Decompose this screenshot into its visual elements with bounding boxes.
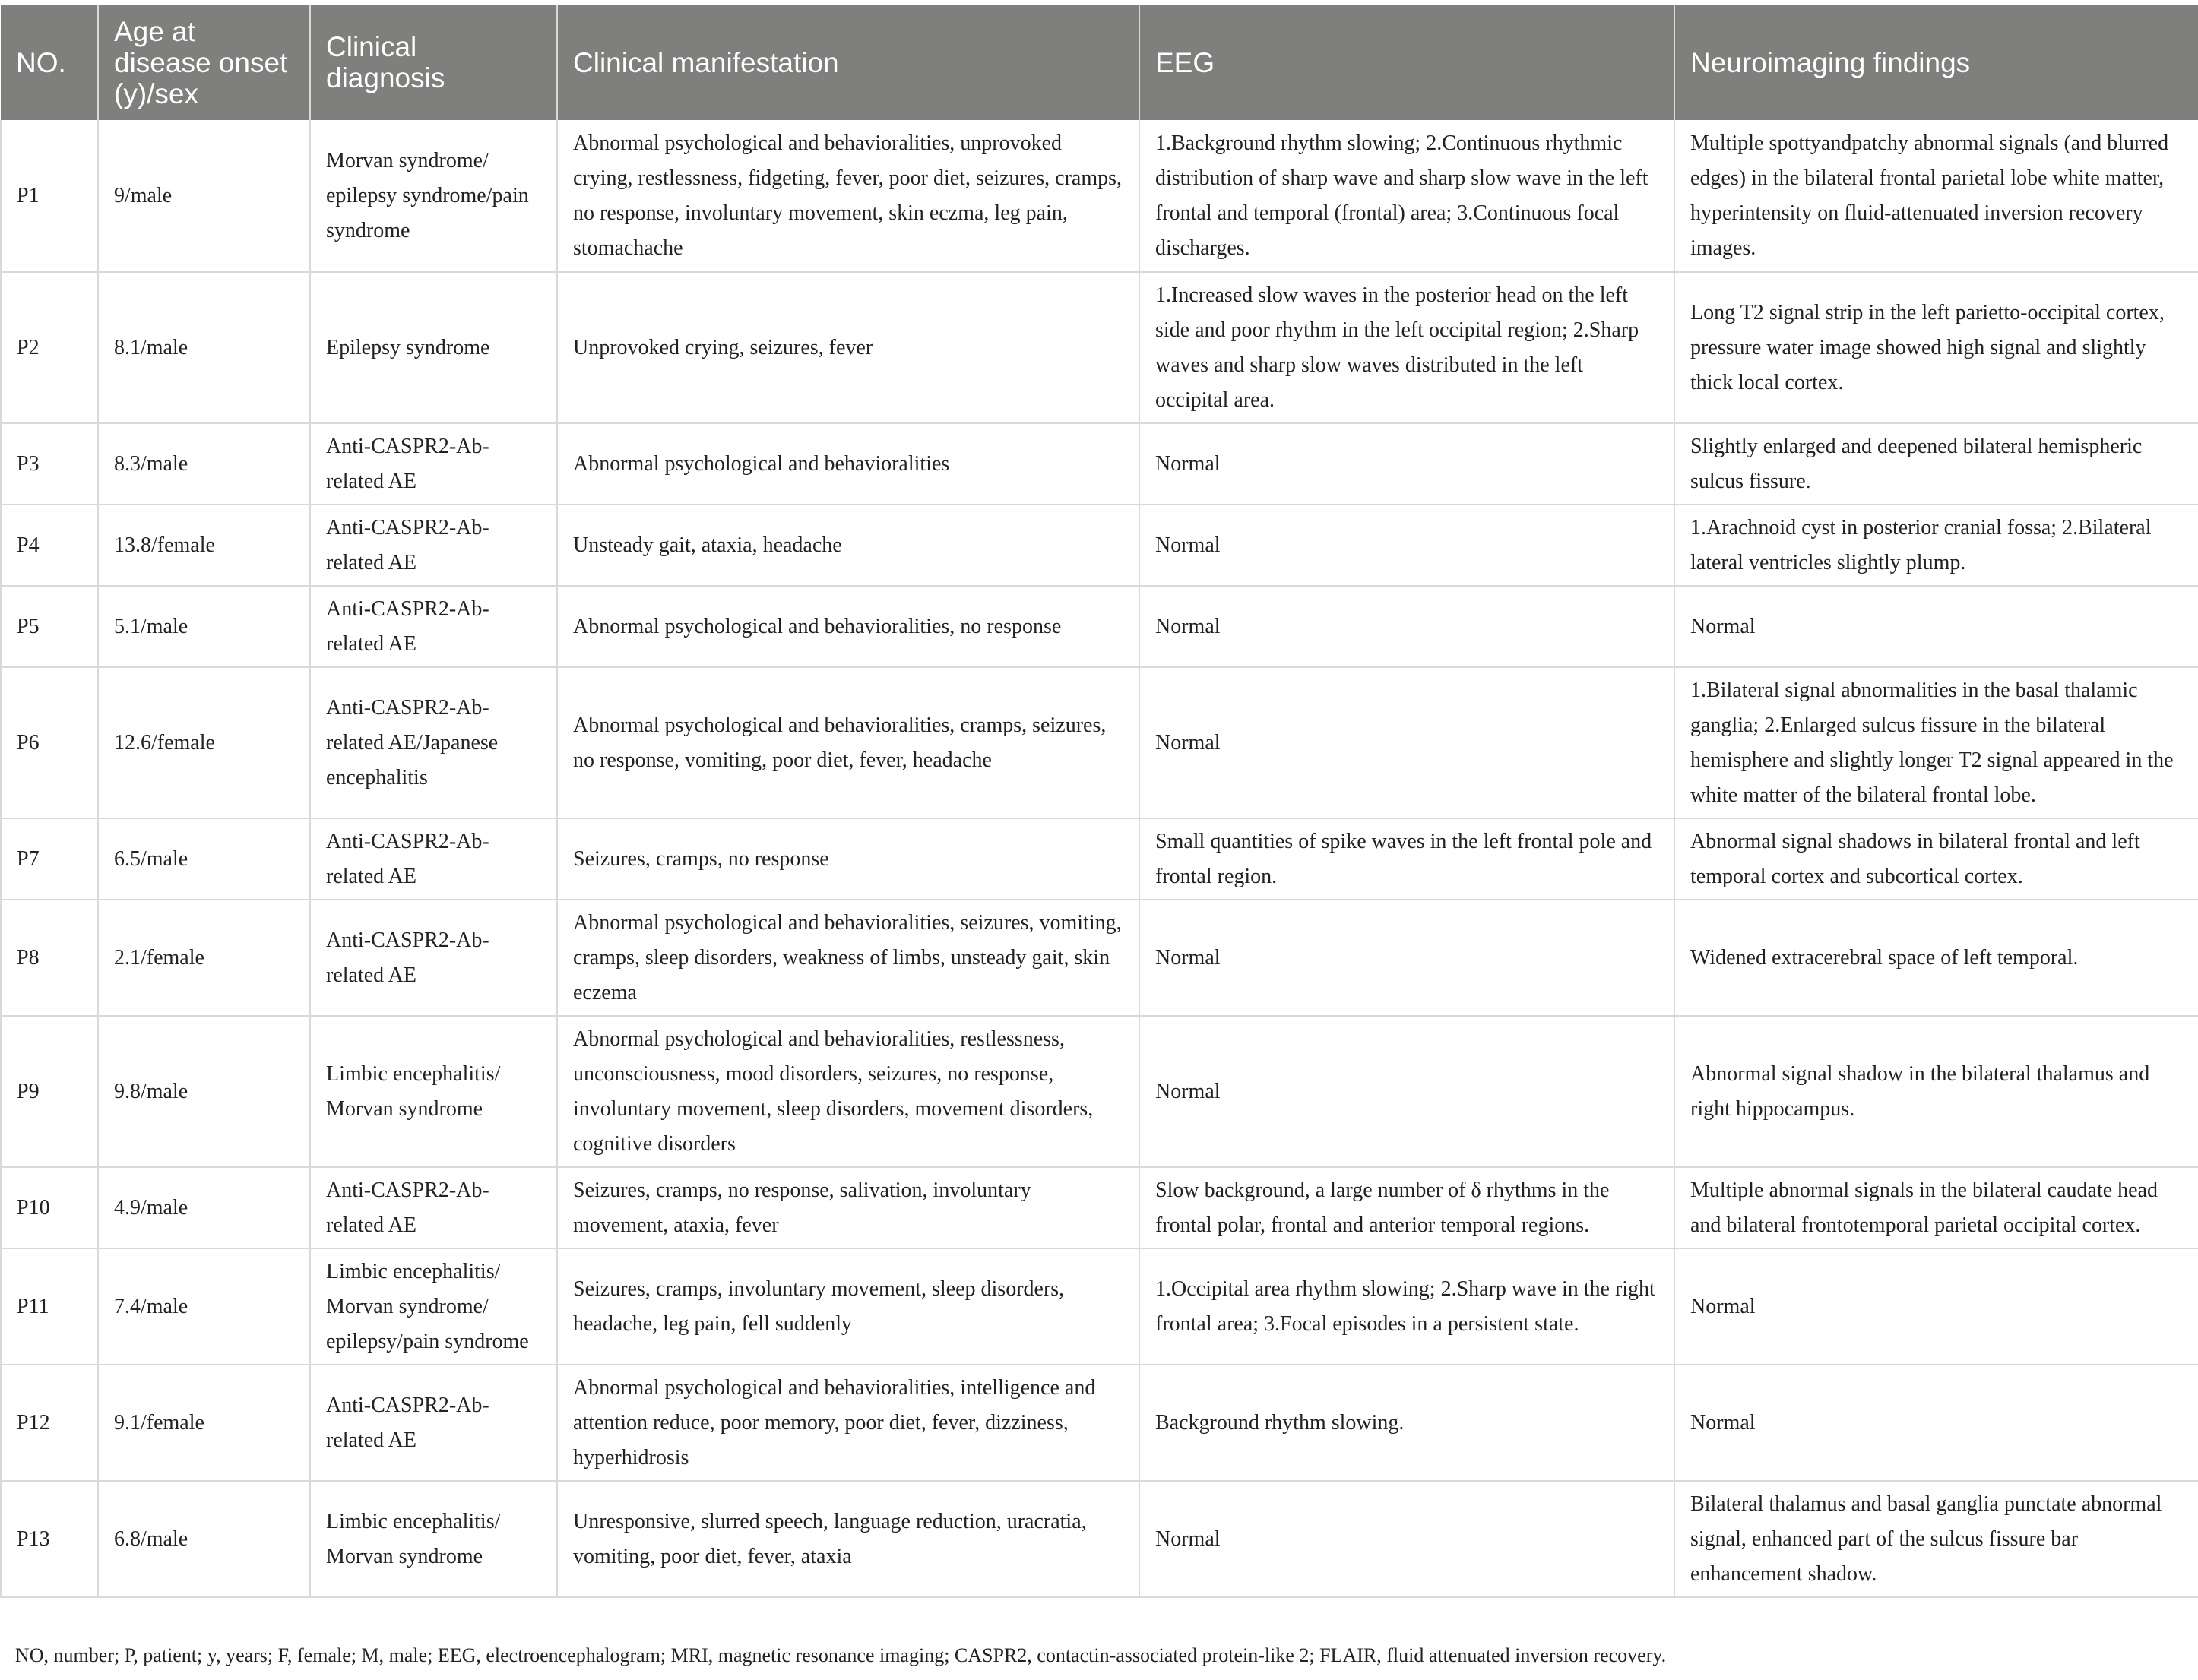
cell-eeg: Normal bbox=[1139, 1016, 1674, 1167]
cell-manifestation: Unprovoked crying, seizures, fever bbox=[557, 272, 1139, 423]
table-row bbox=[1, 423, 2198, 505]
cell-no: P2 bbox=[1, 272, 98, 423]
cell-neuroimaging: Normal bbox=[1674, 1248, 2198, 1365]
cell-neuroimaging: Abnormal signal shadow in the bilateral thalamus and right hippocampus. bbox=[1674, 1016, 2198, 1167]
cell-manifestation: Abnormal psychological and behavioralities, intelligence and attention reduce, poor memory, poor diet, fever, dizziness, hyperhidrosis bbox=[557, 1365, 1139, 1481]
table-body bbox=[1, 120, 2198, 1597]
cell-eeg: Normal bbox=[1139, 667, 1674, 818]
cell-no: P8 bbox=[1, 900, 98, 1016]
cell-no: P3 bbox=[1, 423, 98, 505]
cell-neuroimaging: Abnormal signal shadows in bilateral frontal and left temporal cortex and subcortical cortex. bbox=[1674, 818, 2198, 900]
cell-eeg: Normal bbox=[1139, 586, 1674, 667]
cell-age-sex: 4.9/male bbox=[98, 1167, 310, 1248]
table-row bbox=[1, 1365, 2198, 1481]
cell-age-sex: 12.6/female bbox=[98, 667, 310, 818]
cell-diagnosis: Anti-CASPR2-Ab-related AE bbox=[310, 818, 557, 900]
cell-diagnosis: Anti-CASPR2-Ab-related AE/Japanese encephalitis bbox=[310, 667, 557, 818]
cell-manifestation: Seizures, cramps, no response, salivation, involuntary movement, ataxia, fever bbox=[557, 1167, 1139, 1248]
cell-diagnosis: Epilepsy syndrome bbox=[310, 272, 557, 423]
table-container bbox=[0, 5, 2198, 1598]
cell-eeg: Background rhythm slowing. bbox=[1139, 1365, 1674, 1481]
cell-diagnosis: Anti-CASPR2-Ab-related AE bbox=[310, 1167, 557, 1248]
cell-neuroimaging: Slightly enlarged and deepened bilateral hemispheric sulcus fissure. bbox=[1674, 423, 2198, 505]
cell-manifestation: Abnormal psychological and behavioralities, no response bbox=[557, 586, 1139, 667]
cell-no: P5 bbox=[1, 586, 98, 667]
cell-no: P11 bbox=[1, 1248, 98, 1365]
cell-neuroimaging: 1.Arachnoid cyst in posterior cranial fossa; 2.Bilateral lateral ventricles slightly plump. bbox=[1674, 505, 2198, 586]
header-clinical-diagnosis: Clinical diagnosis bbox=[310, 5, 557, 120]
cell-neuroimaging: 1.Bilateral signal abnormalities in the basal thalamic ganglia; 2.Enlarged sulcus fissure in the bilateral hemisphere and slightly longer T2 signal appeared in the white matter of the bilateral frontal lobe. bbox=[1674, 667, 2198, 818]
table-row bbox=[1, 1016, 2198, 1167]
cell-no: P6 bbox=[1, 667, 98, 818]
cell-age-sex: 6.5/male bbox=[98, 818, 310, 900]
table-row bbox=[1, 1167, 2198, 1248]
header-neuroimaging: Neuroimaging findings bbox=[1674, 5, 2198, 120]
cell-eeg: 1.Background rhythm slowing; 2.Continuous rhythmic distribution of sharp wave and sharp slow wave in the left frontal and temporal (frontal) area; 3.Continuous focal discharges. bbox=[1139, 120, 1674, 272]
table-row bbox=[1, 1248, 2198, 1365]
cell-manifestation: Abnormal psychological and behavioralities, cramps, seizures, no response, vomiting, poor diet, fever, headache bbox=[557, 667, 1139, 818]
cell-age-sex: 9.1/female bbox=[98, 1365, 310, 1481]
header-age-sex: Age at disease onset (y)/sex bbox=[98, 5, 310, 120]
cell-eeg: 1.Occipital area rhythm slowing; 2.Sharp wave in the right frontal area; 3.Focal episodes in a persistent state. bbox=[1139, 1248, 1674, 1365]
cell-age-sex: 9/male bbox=[98, 120, 310, 272]
cell-no: P1 bbox=[1, 120, 98, 272]
cell-age-sex: 13.8/female bbox=[98, 505, 310, 586]
cell-manifestation: Abnormal psychological and behavioralities, restlessness, unconsciousness, mood disorders, seizures, no response, involuntary movement, sleep disorders, movement disorders, cognitive disorders bbox=[557, 1016, 1139, 1167]
cell-diagnosis: Limbic encephalitis/ Morvan syndrome bbox=[310, 1481, 557, 1597]
cell-age-sex: 6.8/male bbox=[98, 1481, 310, 1597]
cell-no: P10 bbox=[1, 1167, 98, 1248]
cell-age-sex: 5.1/male bbox=[98, 586, 310, 667]
cell-manifestation: Unresponsive, slurred speech, language reduction, uracratia, vomiting, poor diet, fever, ataxia bbox=[557, 1481, 1139, 1597]
cell-eeg: Normal bbox=[1139, 1481, 1674, 1597]
cell-eeg: Normal bbox=[1139, 900, 1674, 1016]
cell-no: P9 bbox=[1, 1016, 98, 1167]
table-row bbox=[1, 505, 2198, 586]
cell-manifestation: Abnormal psychological and behavioralities, unprovoked crying, restlessness, fidgeting, fever, poor diet, seizures, cramps, no response, involuntary movement, skin eczma, leg pain, stomachache bbox=[557, 120, 1139, 272]
table-row bbox=[1, 120, 2198, 272]
cell-eeg: Normal bbox=[1139, 505, 1674, 586]
table-header bbox=[1, 5, 2198, 120]
cell-diagnosis: Anti-CASPR2-Ab-related AE bbox=[310, 505, 557, 586]
cell-no: P13 bbox=[1, 1481, 98, 1597]
cell-neuroimaging: Multiple abnormal signals in the bilateral caudate head and bilateral frontotemporal parietal occipital cortex. bbox=[1674, 1167, 2198, 1248]
table-row bbox=[1, 272, 2198, 423]
cell-no: P7 bbox=[1, 818, 98, 900]
patient-table bbox=[0, 5, 2198, 1598]
cell-neuroimaging: Multiple spottyandpatchy abnormal signals (and blurred edges) in the bilateral frontal parietal lobe white matter, hyperintensity on fluid-attenuated inversion recovery images. bbox=[1674, 120, 2198, 272]
table-row bbox=[1, 667, 2198, 818]
header-row bbox=[1, 5, 2198, 120]
header-clinical-manifestation: Clinical manifestation bbox=[557, 5, 1139, 120]
cell-eeg: Normal bbox=[1139, 423, 1674, 505]
cell-diagnosis: Anti-CASPR2-Ab-related AE bbox=[310, 586, 557, 667]
cell-eeg: Slow background, a large number of δ rhythms in the frontal polar, frontal and anterior temporal regions. bbox=[1139, 1167, 1674, 1248]
cell-no: P12 bbox=[1, 1365, 98, 1481]
cell-no: P4 bbox=[1, 505, 98, 586]
header-no: NO. bbox=[1, 5, 98, 120]
cell-diagnosis: Anti-CASPR2-Ab-related AE bbox=[310, 423, 557, 505]
cell-age-sex: 2.1/female bbox=[98, 900, 310, 1016]
cell-age-sex: 7.4/male bbox=[98, 1248, 310, 1365]
header-eeg: EEG bbox=[1139, 5, 1674, 120]
table-footnote: NO, number; P, patient; y, years; F, female; M, male; EEG, electroencephalogram; MRI, magnetic resonance imaging; CASPR2, contactin-associated protein-like 2; FLAIR, fluid attenuated inversion recovery. bbox=[15, 1644, 1667, 1666]
cell-neuroimaging: Bilateral thalamus and basal ganglia punctate abnormal signal, enhanced part of the sulcus fissure bar enhancement shadow. bbox=[1674, 1481, 2198, 1597]
cell-age-sex: 8.3/male bbox=[98, 423, 310, 505]
cell-diagnosis: Anti-CASPR2-Ab-related AE bbox=[310, 900, 557, 1016]
cell-diagnosis: Anti-CASPR2-Ab-related AE bbox=[310, 1365, 557, 1481]
table-row bbox=[1, 586, 2198, 667]
cell-eeg: 1.Increased slow waves in the posterior head on the left side and poor rhythm in the left occipital region; 2.Sharp waves and sharp slow waves distributed in the left occipital area. bbox=[1139, 272, 1674, 423]
cell-age-sex: 9.8/male bbox=[98, 1016, 310, 1167]
cell-neuroimaging: Normal bbox=[1674, 586, 2198, 667]
cell-diagnosis: Limbic encephalitis/ Morvan syndrome bbox=[310, 1016, 557, 1167]
cell-eeg: Small quantities of spike waves in the left frontal pole and frontal region. bbox=[1139, 818, 1674, 900]
cell-neuroimaging: Long T2 signal strip in the left parietto-occipital cortex, pressure water image showed high signal and slightly thick local cortex. bbox=[1674, 272, 2198, 423]
cell-diagnosis: Morvan syndrome/ epilepsy syndrome/pain syndrome bbox=[310, 120, 557, 272]
table-row bbox=[1, 818, 2198, 900]
cell-diagnosis: Limbic encephalitis/ Morvan syndrome/ epilepsy/pain syndrome bbox=[310, 1248, 557, 1365]
cell-neuroimaging: Widened extracerebral space of left temporal. bbox=[1674, 900, 2198, 1016]
cell-age-sex: 8.1/male bbox=[98, 272, 310, 423]
cell-manifestation: Abnormal psychological and behavioralities bbox=[557, 423, 1139, 505]
cell-manifestation: Seizures, cramps, no response bbox=[557, 818, 1139, 900]
cell-manifestation: Unsteady gait, ataxia, headache bbox=[557, 505, 1139, 586]
table-row bbox=[1, 1481, 2198, 1597]
cell-manifestation: Abnormal psychological and behavioralities, seizures, vomiting, cramps, sleep disorders, weakness of limbs, unsteady gait, skin eczema bbox=[557, 900, 1139, 1016]
cell-manifestation: Seizures, cramps, involuntary movement, sleep disorders, headache, leg pain, fell suddenly bbox=[557, 1248, 1139, 1365]
cell-neuroimaging: Normal bbox=[1674, 1365, 2198, 1481]
table-row bbox=[1, 900, 2198, 1016]
